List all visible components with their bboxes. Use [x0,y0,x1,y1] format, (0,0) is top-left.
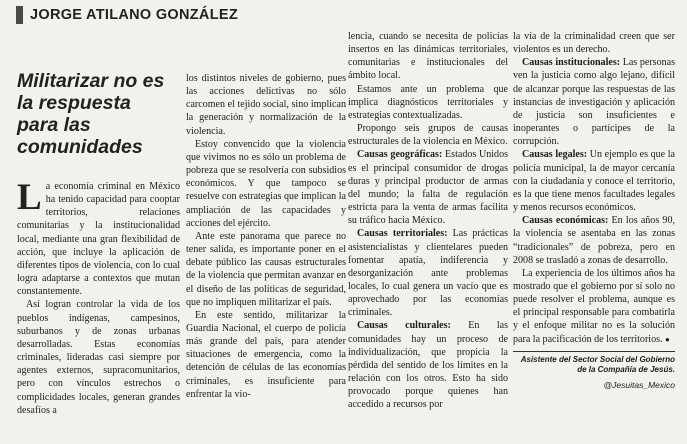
cause-geographic [348,148,508,227]
author-byline [16,4,238,26]
cause-text: Un ejemplo es que la policía municipal, la de mayor cercanía con la ciudadanía y conoce el territorio, es la que tiene menos facultades legales y menos recursos económicos. [513,149,676,214]
paragraph: Estoy convencido que la violencia que vivimos no es sólo un problema de pobreza que se resolvería con subsidios económicos. Y que tampoco se resuelve con estrategias que implican la ampliación de las capacidades y acciones del ejército. [186,138,346,229]
paragraph: Así logran controlar la vida de los pueblos indígenas, campesinos, suburbanos y de zonas urbanas desarrolladas. Estas economías criminales, lideradas casi siempre por agentes externos, supracomunitarios, pero con vínculos estrechos o complicidades locales, generan grandes desafíos a [17,299,180,416]
column-1 [17,177,180,417]
lead-text: a economía criminal en México ha tenido capacidad para cooptar territorios, relaciones comunitarias y la institucionalidad local, mediante una gran flexibilidad de acción, que incluye la aplicación de diferentes tipos de violencia, con lo cual logra adaptarse a contextos que mutan constantemente. [17,181,180,298]
cause-label: Causas institucionales: [522,57,621,69]
cause-economic [513,214,675,267]
cause-label: Causas culturales: [357,320,451,332]
cause-text: Las prácticas asistencialistas y clientelares pueden fomentar apatía, indiferencia y desorganización ante problemas locales, lo cual genera un vacío que es aprovechado por las economías criminales. [348,228,508,319]
closing-paragraph [513,267,675,346]
cause-label: Causas económicas: [522,215,609,227]
drop-cap: L [17,177,42,218]
author-name: JORGE ATILANO GONZÁLEZ [30,7,238,23]
footnote-rule [513,351,675,352]
cause-text: En los años 90, la violencia se asentaba en las zonas “tradicionales” de pobreza, pero en 2008 se trasladó a zonas de desarrollo. [513,215,675,266]
paragraph: la vía de la criminalidad creen que ser violentos es un derecho. [513,31,675,56]
cause-territorial [348,227,508,319]
cause-cultural [348,319,508,411]
column-2 [186,72,346,401]
cause-label: Causas legales: [522,149,588,161]
end-mark: ● [665,334,670,344]
cause-label: Causas geográficas: [357,149,443,161]
cause-text: En las comunidades hay un proceso de individualización, que propicia la pérdida del sentido de los límites en la relación con los otros. Esto ha sido provocado porque quienes han accedido a recursos por [348,320,508,411]
author-footnote: Asistente del Sector Social del Gobierno de la Compañía de Jesús. [520,354,675,375]
paragraph: En este sentido, militarizar la Guardia Nacional, el cuerpo de policía más grande del país, para atender situaciones de emergencia, como la detención de células de las economías criminales, es insuficiente para enfrentar la vio- [186,309,346,400]
closing-text: La experiencia de los últimos años ha mostrado que el gobierno por sí solo no puede resolver el problema, aunque es el principal responsable para combatirla y el enfoque militar no es la solución para la pacificación de los territorios. [513,267,675,345]
cause-text: Estados Unidos es el principal consumidor de drogas duras y principal productor de armas del mundo; la falta de regulación estricta para la venta de armas facilita su tráfico hacia México. [348,149,509,227]
cause-legal [513,148,675,214]
cause-label: Causas territoriales: [357,228,448,240]
headline: Militarizar no es la respuesta para las comunidades [17,70,165,158]
paragraph: Propongo seis grupos de causas estructurales de la violencia en México. [348,123,508,148]
column-3 [348,30,508,412]
lead-paragraph [17,177,180,298]
paragraph: Ante este panorama que parece no tener salida, es importante poner en el debate público las causas estructurales de la violencia que permitan avanzar en el diseño de las políticas de seguridad, que no impliquen militarizar el país. [186,230,346,308]
paragraph: Estamos ante un problema que implica diagnósticos territoriales y estrategias contextualizadas. [348,83,508,121]
column-4 [513,30,675,392]
byline-bar [16,6,23,24]
paragraph: lencia, cuando se necesita de policías insertos en las dinámicas territoriales, comunitarias e institucionales del ámbito local. [348,31,508,82]
cause-text: Las personas ven la justicia como algo lejano, difícil de alcanzar porque las respuestas de las instancias de investigación y aplicación de justicia son insuficientes e inoperantes o partícipes de la corrupción. [513,57,675,148]
social-handle: @Jesuitas_Mexico [603,379,675,390]
cause-institutional [513,56,675,148]
paragraph: los distintos niveles de gobierno, pues las acciones delictivas no sólo carcomen el tejido social, sino implican la generación y normalización de la violencia. [186,73,346,137]
